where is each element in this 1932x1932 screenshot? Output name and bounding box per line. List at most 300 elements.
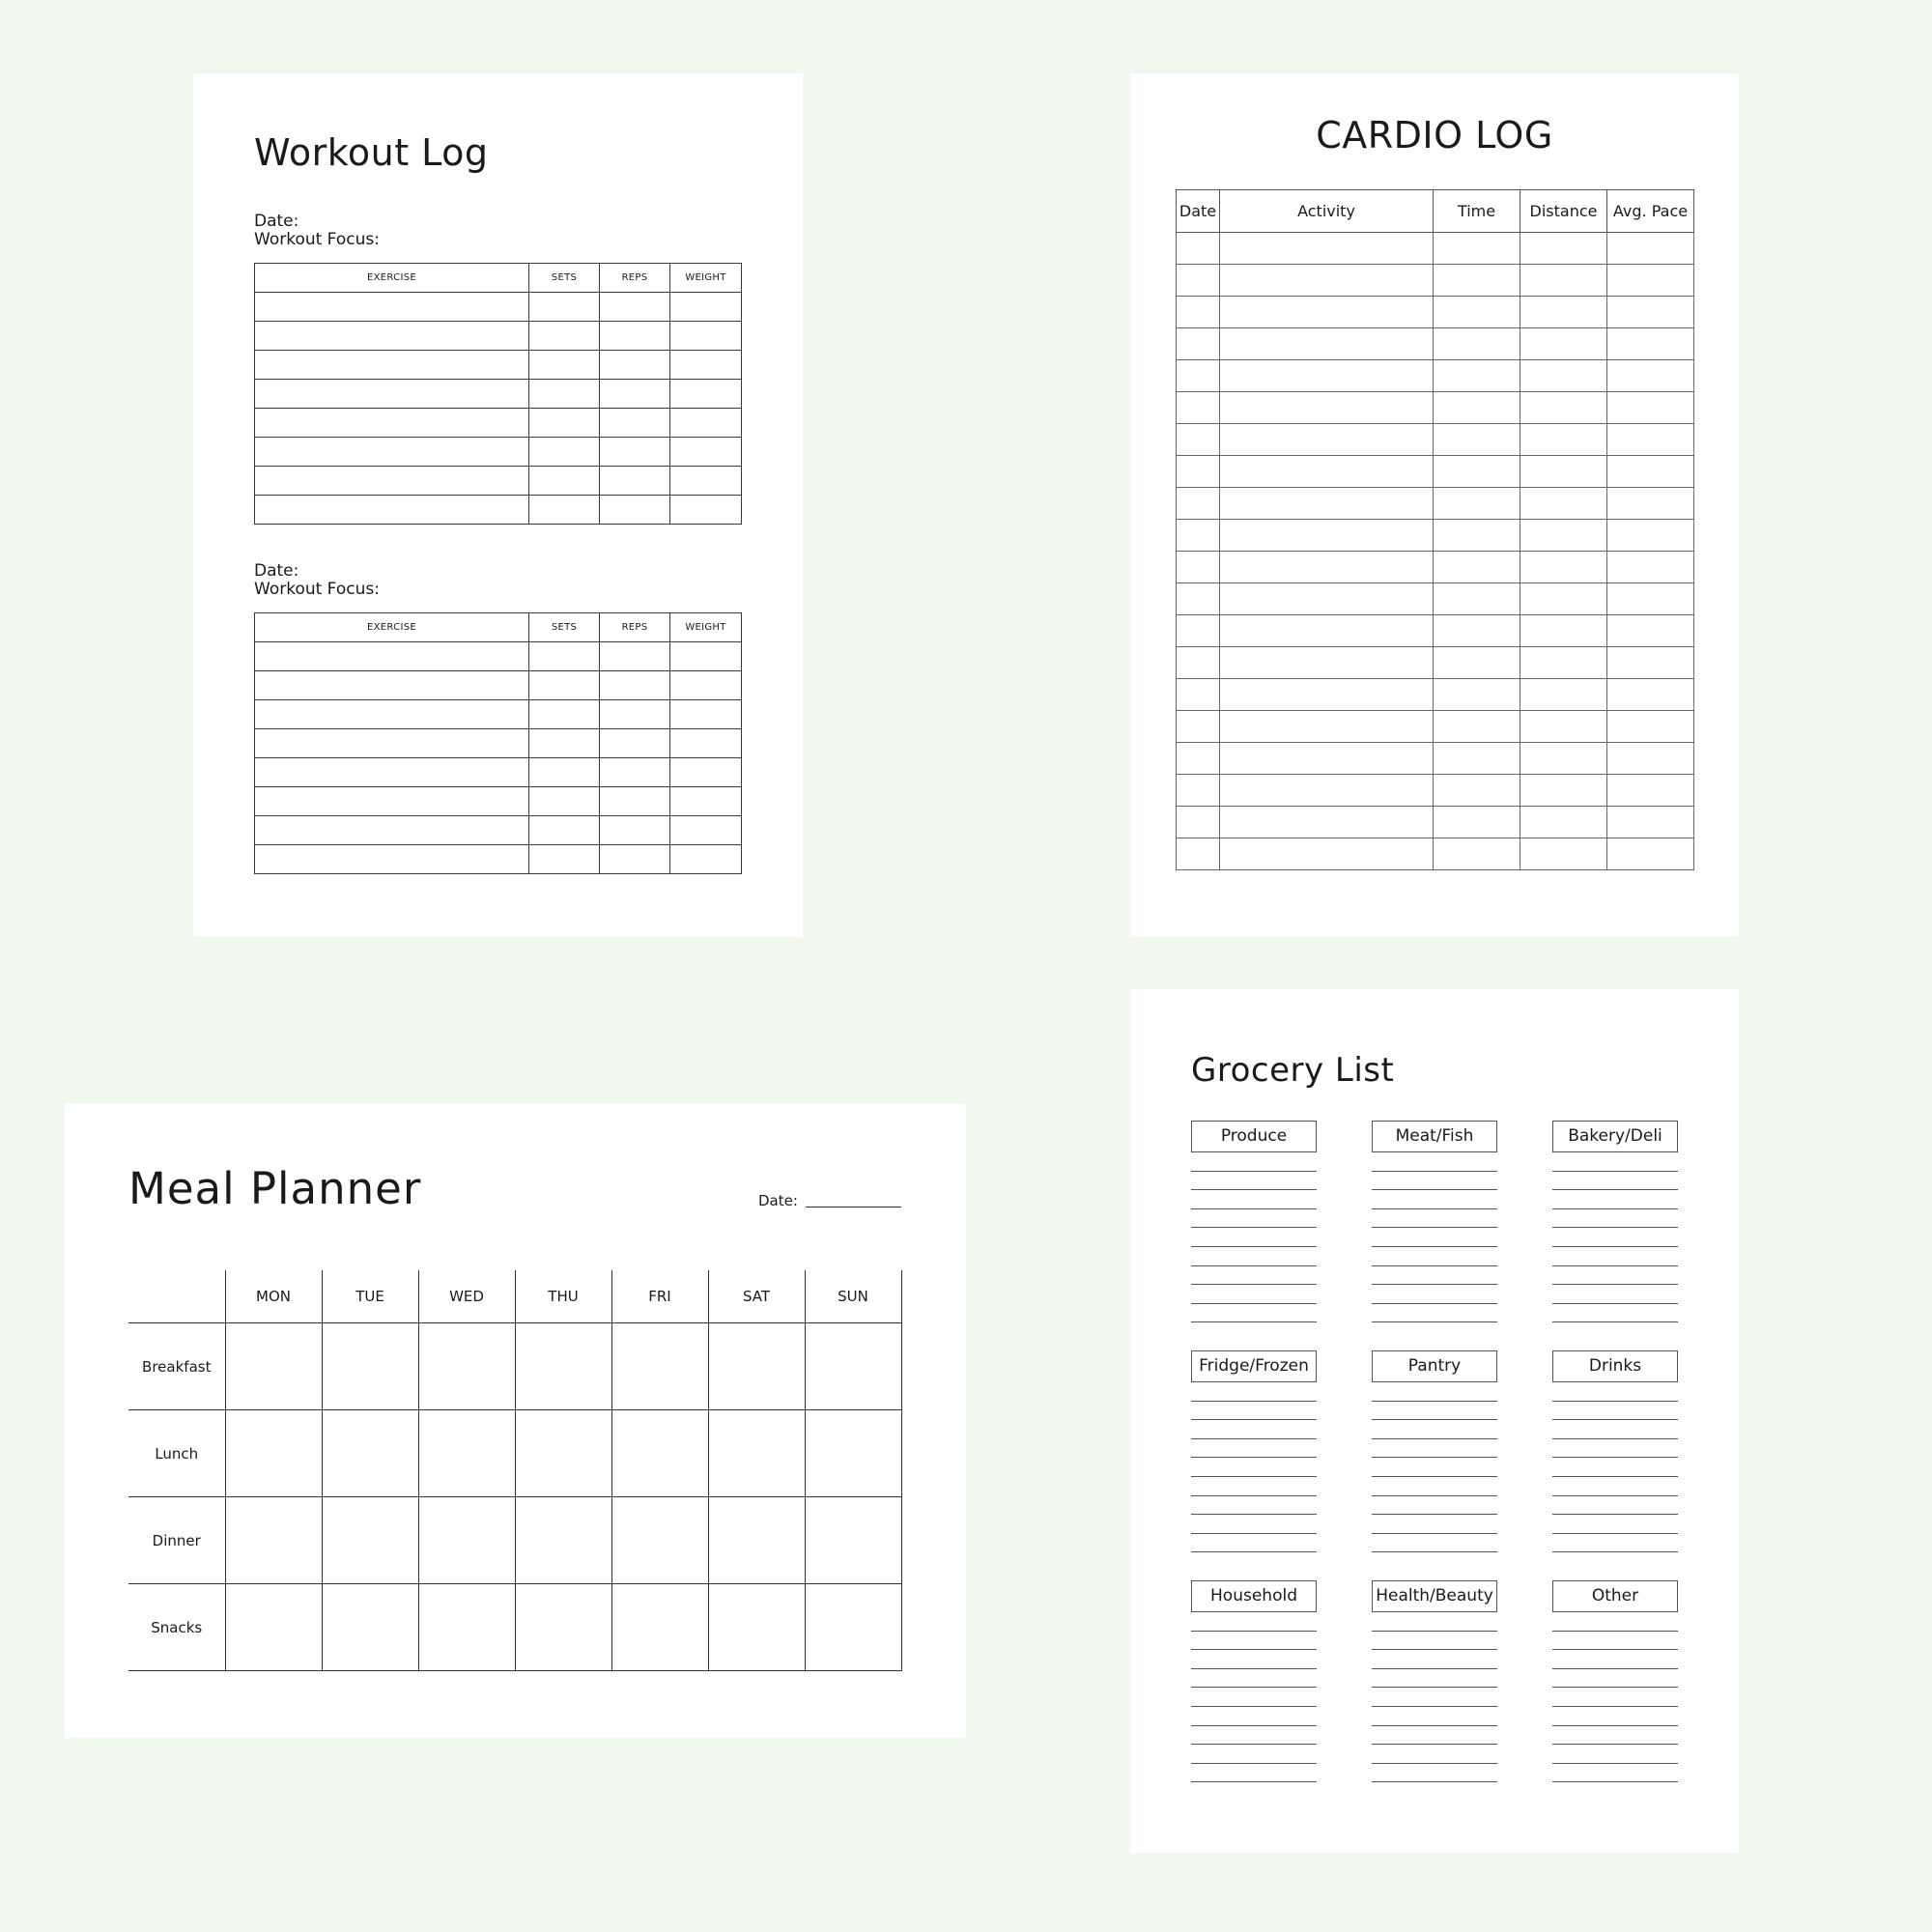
meal-cell[interactable]: [805, 1584, 901, 1671]
workout-row: [255, 380, 742, 409]
grocery-item-line[interactable]: [1191, 1172, 1317, 1191]
cardio-cell[interactable]: [1607, 360, 1694, 392]
grocery-item-line[interactable]: [1552, 1228, 1678, 1247]
cardio-cell[interactable]: [1220, 807, 1434, 838]
workout-cell[interactable]: [255, 758, 529, 787]
cardio-cell[interactable]: [1607, 297, 1694, 328]
meal-cell[interactable]: [611, 1584, 708, 1671]
grocery-item-line[interactable]: [1552, 1266, 1678, 1286]
meal-row-label: Breakfast: [128, 1323, 225, 1410]
workout-cell[interactable]: [600, 787, 670, 816]
grocery-item-line[interactable]: [1552, 1285, 1678, 1304]
workout-cell[interactable]: [670, 845, 742, 874]
meal-cell[interactable]: [322, 1323, 418, 1410]
cardio-cell[interactable]: [1607, 552, 1694, 583]
grocery-item-line[interactable]: [1552, 1726, 1678, 1746]
cardio-cell[interactable]: [1607, 615, 1694, 647]
grocery-item-line[interactable]: [1191, 1515, 1317, 1534]
workout-cell[interactable]: [670, 729, 742, 758]
cardio-cell[interactable]: [1607, 392, 1694, 424]
grocery-item-line[interactable]: [1552, 1458, 1678, 1477]
cardio-cell[interactable]: [1220, 679, 1434, 711]
cardio-cell[interactable]: [1607, 265, 1694, 297]
cardio-cell[interactable]: [1607, 647, 1694, 679]
grocery-item-line[interactable]: [1191, 1650, 1317, 1669]
cardio-cell[interactable]: [1177, 552, 1220, 583]
grocery-item-line[interactable]: [1191, 1458, 1317, 1477]
grocery-item-line[interactable]: [1552, 1172, 1678, 1191]
cardio-cell[interactable]: [1177, 265, 1220, 297]
cardio-cell[interactable]: [1177, 328, 1220, 360]
grocery-item-line[interactable]: [1372, 1764, 1497, 1783]
cardio-cell[interactable]: [1434, 838, 1520, 870]
cardio-cell[interactable]: [1607, 520, 1694, 552]
cardio-cell[interactable]: [1434, 615, 1520, 647]
grocery-item-line[interactable]: [1372, 1190, 1497, 1209]
cardio-cell[interactable]: [1220, 297, 1434, 328]
grocery-item-line[interactable]: [1372, 1228, 1497, 1247]
workout-cell[interactable]: [529, 438, 600, 467]
cardio-cell[interactable]: [1177, 647, 1220, 679]
cardio-log-title: CARDIO LOG: [1316, 114, 1553, 156]
workout-cell[interactable]: [255, 496, 529, 525]
cardio-cell[interactable]: [1607, 679, 1694, 711]
grocery-item-line[interactable]: [1372, 1152, 1497, 1172]
workout-cell[interactable]: [529, 409, 600, 438]
grocery-item-line[interactable]: [1552, 1152, 1678, 1172]
workout-row: [255, 496, 742, 525]
cardio-cell[interactable]: [1177, 424, 1220, 456]
grocery-item-line[interactable]: [1372, 1496, 1497, 1516]
category-label-box: Pantry: [1372, 1350, 1497, 1382]
workout-cell[interactable]: [529, 467, 600, 496]
cardio-cell[interactable]: [1434, 520, 1520, 552]
grocery-item-line[interactable]: [1372, 1172, 1497, 1191]
grocery-item-line[interactable]: [1372, 1285, 1497, 1304]
grocery-item-line[interactable]: [1552, 1439, 1678, 1459]
grocery-item-line[interactable]: [1552, 1707, 1678, 1726]
workout-cell[interactable]: [600, 293, 670, 322]
workout-cell[interactable]: [670, 787, 742, 816]
cardio-cell[interactable]: [1220, 488, 1434, 520]
grocery-item-line[interactable]: [1552, 1688, 1678, 1707]
workout-cell[interactable]: [529, 787, 600, 816]
meal-cell[interactable]: [708, 1497, 805, 1584]
grocery-item-line[interactable]: [1191, 1726, 1317, 1746]
workout-cell[interactable]: [670, 642, 742, 671]
grocery-item-line[interactable]: [1191, 1477, 1317, 1496]
workout-cell[interactable]: [529, 642, 600, 671]
cardio-row: [1177, 328, 1694, 360]
grocery-item-line[interactable]: [1372, 1304, 1497, 1323]
cardio-cell[interactable]: [1520, 297, 1607, 328]
cardio-cell[interactable]: [1520, 615, 1607, 647]
workout-cell[interactable]: [670, 351, 742, 380]
cardio-cell[interactable]: [1177, 456, 1220, 488]
cardio-cell[interactable]: [1220, 615, 1434, 647]
cardio-cell[interactable]: [1520, 392, 1607, 424]
category-label-box: Health/Beauty: [1372, 1580, 1497, 1612]
cardio-cell[interactable]: [1520, 647, 1607, 679]
cardio-cell[interactable]: [1607, 488, 1694, 520]
grocery-item-line[interactable]: [1552, 1382, 1678, 1402]
cardio-cell[interactable]: [1177, 807, 1220, 838]
grocery-item-line[interactable]: [1552, 1515, 1678, 1534]
meal-cell[interactable]: [708, 1584, 805, 1671]
meal-cell[interactable]: [418, 1584, 515, 1671]
grocery-item-line[interactable]: [1552, 1650, 1678, 1669]
cardio-row: [1177, 647, 1694, 679]
workout-table: [254, 612, 742, 874]
meal-cell[interactable]: [515, 1410, 611, 1497]
cardio-cell[interactable]: [1607, 583, 1694, 615]
grocery-item-line[interactable]: [1372, 1688, 1497, 1707]
workout-cell[interactable]: [600, 351, 670, 380]
meal-cell[interactable]: [225, 1497, 322, 1584]
grocery-item-line[interactable]: [1191, 1228, 1317, 1247]
grocery-item-line[interactable]: [1552, 1764, 1678, 1783]
grocery-item-line[interactable]: [1372, 1477, 1497, 1496]
cardio-cell[interactable]: [1220, 456, 1434, 488]
grocery-item-line[interactable]: [1372, 1612, 1497, 1632]
cardio-row: [1177, 233, 1694, 265]
cardio-cell[interactable]: [1434, 233, 1520, 265]
cardio-cell[interactable]: [1607, 807, 1694, 838]
cardio-cell[interactable]: [1520, 233, 1607, 265]
workout-date-label: Date:: [254, 561, 299, 581]
cardio-cell[interactable]: [1520, 711, 1607, 743]
cardio-cell[interactable]: [1220, 520, 1434, 552]
cardio-cell[interactable]: [1434, 488, 1520, 520]
meal-cell[interactable]: [418, 1497, 515, 1584]
cardio-cell[interactable]: [1520, 552, 1607, 583]
grocery-item-line[interactable]: [1552, 1632, 1678, 1651]
workout-cell[interactable]: [529, 671, 600, 700]
cardio-cell[interactable]: [1177, 711, 1220, 743]
cardio-row: [1177, 775, 1694, 807]
workout-cell[interactable]: [600, 409, 670, 438]
cardio-cell[interactable]: [1434, 328, 1520, 360]
cardio-cell[interactable]: [1520, 679, 1607, 711]
cardio-cell[interactable]: [1177, 360, 1220, 392]
cardio-cell[interactable]: [1434, 424, 1520, 456]
cardio-cell[interactable]: [1607, 456, 1694, 488]
grocery-item-line[interactable]: [1552, 1534, 1678, 1553]
workout-cell[interactable]: [600, 467, 670, 496]
grocery-item-line[interactable]: [1372, 1534, 1497, 1553]
workout-cell[interactable]: [670, 438, 742, 467]
day-header: TUE: [322, 1270, 418, 1323]
category-label-box: Household: [1191, 1580, 1317, 1612]
meal-planner-sheet: [65, 1103, 966, 1738]
cardio-row: [1177, 743, 1694, 775]
cardio-cell[interactable]: [1607, 424, 1694, 456]
meal-cell[interactable]: [611, 1410, 708, 1497]
cardio-cell[interactable]: [1520, 424, 1607, 456]
grocery-item-line[interactable]: [1372, 1420, 1497, 1439]
workout-cell[interactable]: [600, 816, 670, 845]
grocery-item-line[interactable]: [1552, 1304, 1678, 1323]
cardio-cell[interactable]: [1520, 838, 1607, 870]
workout-cell[interactable]: [255, 293, 529, 322]
grocery-item-line[interactable]: [1372, 1650, 1497, 1669]
grocery-item-line[interactable]: [1191, 1285, 1317, 1304]
cardio-cell[interactable]: [1520, 807, 1607, 838]
meal-cell[interactable]: [515, 1584, 611, 1671]
workout-cell[interactable]: [600, 496, 670, 525]
workout-cell[interactable]: [255, 642, 529, 671]
cardio-row: [1177, 360, 1694, 392]
cardio-cell[interactable]: [1177, 392, 1220, 424]
workout-cell[interactable]: [255, 700, 529, 729]
meal-cell[interactable]: [418, 1410, 515, 1497]
workout-cell[interactable]: [255, 671, 529, 700]
cardio-cell[interactable]: [1434, 679, 1520, 711]
workout-cell[interactable]: [255, 409, 529, 438]
grocery-item-line[interactable]: [1191, 1382, 1317, 1402]
grocery-item-line[interactable]: [1372, 1209, 1497, 1229]
workout-cell[interactable]: [255, 729, 529, 758]
cardio-cell[interactable]: [1220, 233, 1434, 265]
grocery-item-line[interactable]: [1372, 1402, 1497, 1421]
cardio-cell[interactable]: [1177, 838, 1220, 870]
workout-cell[interactable]: [255, 438, 529, 467]
cardio-cell[interactable]: [1220, 583, 1434, 615]
grocery-item-line[interactable]: [1552, 1247, 1678, 1266]
workout-cell[interactable]: [600, 322, 670, 351]
workout-cell[interactable]: [670, 467, 742, 496]
grocery-item-line[interactable]: [1191, 1707, 1317, 1726]
workout-row: [255, 758, 742, 787]
meal-cell[interactable]: [225, 1584, 322, 1671]
grocery-item-line[interactable]: [1372, 1745, 1497, 1764]
workout-cell[interactable]: [255, 380, 529, 409]
grocery-item-line[interactable]: [1552, 1669, 1678, 1689]
grocery-item-line[interactable]: [1191, 1632, 1317, 1651]
meal-cell[interactable]: [805, 1497, 901, 1584]
cardio-cell[interactable]: [1607, 838, 1694, 870]
grocery-item-line[interactable]: [1372, 1726, 1497, 1746]
cardio-cell[interactable]: [1607, 328, 1694, 360]
workout-cell[interactable]: [255, 787, 529, 816]
grocery-item-line[interactable]: [1191, 1496, 1317, 1516]
grocery-item-line[interactable]: [1552, 1496, 1678, 1516]
cardio-cell[interactable]: [1220, 775, 1434, 807]
workout-cell[interactable]: [600, 380, 670, 409]
workout-cell[interactable]: [255, 845, 529, 874]
workout-cell[interactable]: [529, 700, 600, 729]
workout-cell[interactable]: [670, 671, 742, 700]
meal-cell[interactable]: [322, 1584, 418, 1671]
cardio-cell[interactable]: [1434, 360, 1520, 392]
workout-date-label: Date:: [254, 212, 299, 231]
cardio-cell[interactable]: [1520, 743, 1607, 775]
cardio-cell[interactable]: [1220, 838, 1434, 870]
cardio-cell[interactable]: [1434, 743, 1520, 775]
cardio-cell[interactable]: [1177, 775, 1220, 807]
grocery-category: [1191, 1350, 1317, 1552]
grocery-item-line[interactable]: [1191, 1247, 1317, 1266]
cardio-cell[interactable]: [1220, 647, 1434, 679]
cardio-cell[interactable]: [1177, 520, 1220, 552]
grocery-category: [1552, 1350, 1678, 1552]
cardio-cell[interactable]: [1177, 233, 1220, 265]
grocery-item-line[interactable]: [1372, 1266, 1497, 1286]
workout-cell[interactable]: [529, 293, 600, 322]
meal-cell[interactable]: [322, 1410, 418, 1497]
workout-cell[interactable]: [600, 729, 670, 758]
grocery-item-line[interactable]: [1191, 1745, 1317, 1764]
cardio-cell[interactable]: [1434, 552, 1520, 583]
meal-cell[interactable]: [322, 1497, 418, 1584]
meal-cell[interactable]: [805, 1410, 901, 1497]
cardio-cell[interactable]: [1220, 743, 1434, 775]
grocery-item-line[interactable]: [1552, 1420, 1678, 1439]
workout-cell[interactable]: [529, 496, 600, 525]
meal-cell[interactable]: [418, 1323, 515, 1410]
meal-cell[interactable]: [225, 1323, 322, 1410]
grocery-item-line[interactable]: [1372, 1515, 1497, 1534]
grocery-item-line[interactable]: [1552, 1745, 1678, 1764]
cardio-cell[interactable]: [1607, 743, 1694, 775]
cardio-cell[interactable]: [1520, 583, 1607, 615]
grocery-item-line[interactable]: [1372, 1707, 1497, 1726]
grocery-item-line[interactable]: [1372, 1247, 1497, 1266]
grocery-item-line[interactable]: [1191, 1209, 1317, 1229]
grocery-item-line[interactable]: [1191, 1688, 1317, 1707]
workout-cell[interactable]: [529, 845, 600, 874]
cardio-cell[interactable]: [1177, 583, 1220, 615]
workout-cell[interactable]: [670, 700, 742, 729]
workout-row: [255, 351, 742, 380]
workout-cell[interactable]: [600, 642, 670, 671]
cardio-cell[interactable]: [1520, 775, 1607, 807]
workout-cell[interactable]: [600, 438, 670, 467]
grocery-item-line[interactable]: [1552, 1612, 1678, 1632]
grocery-item-line[interactable]: [1191, 1266, 1317, 1286]
grocery-item-line[interactable]: [1191, 1420, 1317, 1439]
cardio-cell[interactable]: [1607, 711, 1694, 743]
cardio-cell[interactable]: [1434, 647, 1520, 679]
workout-cell[interactable]: [255, 467, 529, 496]
category-label-box: Other: [1552, 1580, 1678, 1612]
cardio-cell[interactable]: [1520, 520, 1607, 552]
cardio-cell[interactable]: [1434, 775, 1520, 807]
cardio-cell[interactable]: [1434, 392, 1520, 424]
cardio-cell[interactable]: [1220, 392, 1434, 424]
grocery-item-line[interactable]: [1191, 1612, 1317, 1632]
workout-cell[interactable]: [600, 758, 670, 787]
workout-cell[interactable]: [670, 409, 742, 438]
cardio-cell[interactable]: [1177, 679, 1220, 711]
workout-cell[interactable]: [600, 671, 670, 700]
cardio-cell[interactable]: [1434, 807, 1520, 838]
grocery-item-line[interactable]: [1191, 1304, 1317, 1323]
workout-cell[interactable]: [255, 351, 529, 380]
cardio-cell[interactable]: [1220, 265, 1434, 297]
workout-cell[interactable]: [670, 322, 742, 351]
workout-cell[interactable]: [670, 816, 742, 845]
workout-cell[interactable]: [670, 496, 742, 525]
workout-cell[interactable]: [529, 380, 600, 409]
grocery-item-line[interactable]: [1372, 1632, 1497, 1651]
cardio-cell[interactable]: [1520, 328, 1607, 360]
workout-cell[interactable]: [255, 816, 529, 845]
workout-cell[interactable]: [600, 845, 670, 874]
grocery-category: [1191, 1580, 1317, 1782]
cardio-cell[interactable]: [1520, 360, 1607, 392]
cardio-cell[interactable]: [1607, 775, 1694, 807]
cardio-cell[interactable]: [1434, 265, 1520, 297]
cardio-cell[interactable]: [1220, 552, 1434, 583]
grocery-item-line[interactable]: [1552, 1190, 1678, 1209]
grocery-item-line[interactable]: [1372, 1382, 1497, 1402]
meal-cell[interactable]: [805, 1323, 901, 1410]
grocery-item-line[interactable]: [1552, 1477, 1678, 1496]
meal-cell[interactable]: [708, 1410, 805, 1497]
meal-cell[interactable]: [225, 1410, 322, 1497]
cardio-cell[interactable]: [1220, 328, 1434, 360]
grocery-item-line[interactable]: [1191, 1190, 1317, 1209]
cardio-cell[interactable]: [1434, 456, 1520, 488]
workout-row: [255, 845, 742, 874]
cardio-cell[interactable]: [1520, 456, 1607, 488]
workout-cell[interactable]: [529, 351, 600, 380]
workout-cell[interactable]: [529, 729, 600, 758]
grocery-item-line[interactable]: [1552, 1402, 1678, 1421]
meal-cell[interactable]: [611, 1497, 708, 1584]
grocery-item-line[interactable]: [1552, 1209, 1678, 1229]
workout-cell[interactable]: [255, 322, 529, 351]
workout-cell[interactable]: [529, 758, 600, 787]
column-header-sets: SETS: [529, 613, 600, 642]
cardio-cell[interactable]: [1520, 488, 1607, 520]
grocery-item-line[interactable]: [1191, 1152, 1317, 1172]
workout-cell[interactable]: [670, 293, 742, 322]
cardio-cell[interactable]: [1220, 711, 1434, 743]
cardio-cell[interactable]: [1434, 297, 1520, 328]
workout-cell[interactable]: [600, 700, 670, 729]
meal-cell[interactable]: [708, 1323, 805, 1410]
grocery-item-line[interactable]: [1191, 1402, 1317, 1421]
cardio-cell[interactable]: [1177, 488, 1220, 520]
cardio-cell[interactable]: [1177, 615, 1220, 647]
cardio-cell[interactable]: [1220, 424, 1434, 456]
workout-cell[interactable]: [670, 380, 742, 409]
cardio-row: [1177, 392, 1694, 424]
grocery-item-line[interactable]: [1372, 1669, 1497, 1689]
cardio-cell[interactable]: [1434, 711, 1520, 743]
grocery-item-line[interactable]: [1191, 1439, 1317, 1459]
grocery-item-line[interactable]: [1191, 1534, 1317, 1553]
meal-cell[interactable]: [611, 1323, 708, 1410]
meal-cell[interactable]: [515, 1323, 611, 1410]
cardio-cell[interactable]: [1607, 233, 1694, 265]
workout-cell[interactable]: [670, 758, 742, 787]
cardio-cell[interactable]: [1520, 265, 1607, 297]
cardio-cell[interactable]: [1220, 360, 1434, 392]
grocery-item-line[interactable]: [1372, 1458, 1497, 1477]
workout-cell[interactable]: [529, 322, 600, 351]
grocery-item-line[interactable]: [1191, 1669, 1317, 1689]
grocery-item-line[interactable]: [1372, 1439, 1497, 1459]
cardio-cell[interactable]: [1177, 297, 1220, 328]
meal-cell[interactable]: [515, 1497, 611, 1584]
cardio-cell[interactable]: [1434, 583, 1520, 615]
grocery-item-line[interactable]: [1191, 1764, 1317, 1783]
workout-cell[interactable]: [529, 816, 600, 845]
cardio-cell[interactable]: [1177, 743, 1220, 775]
